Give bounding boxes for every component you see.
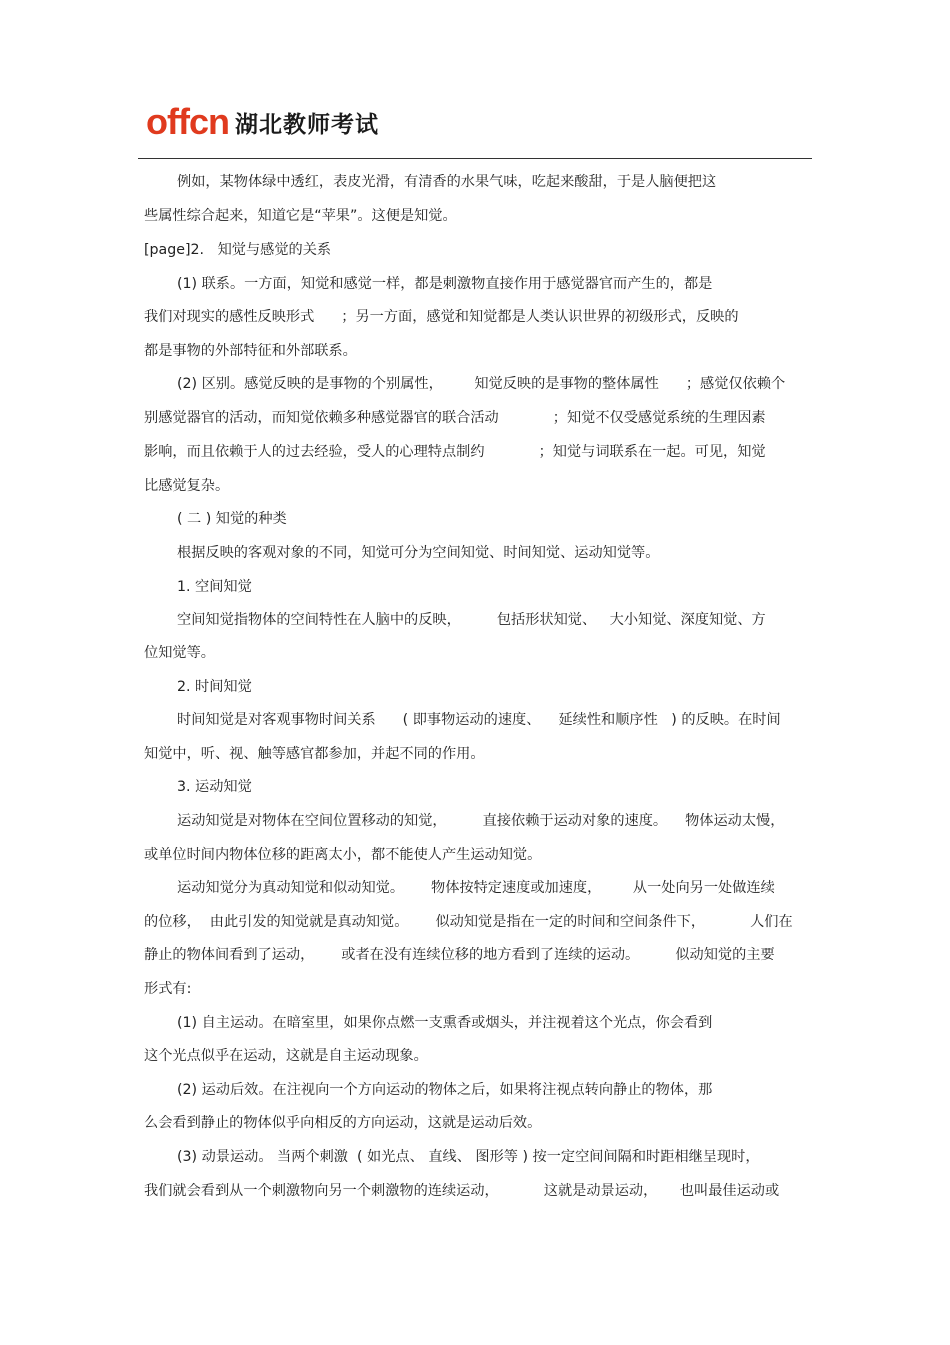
text-line: 我们对现实的感性反映形式 ；另一方面，感觉和知觉都是人类认识世界的初级形式，反映的 [144, 309, 739, 325]
text-line: 我们就会看到从一个刺激物向另一个刺激物的连续运动， 这就是动景运动， 也叫最佳运动或 [144, 1183, 780, 1199]
header-divider [138, 158, 812, 159]
text-line: 运动知觉是对物体在空间位置移动的知觉， 直接依赖于运动对象的速度。 物体运动太慢， [177, 813, 785, 829]
text-line: 1. 空间知觉 [177, 579, 252, 595]
text-line: 些属性综合起来，知道它是“苹果”。这便是知觉。 [144, 208, 457, 224]
page-header [146, 96, 379, 140]
text-line: ( 二 ) 知觉的种类 [177, 511, 287, 527]
text-line: 时间知觉是对客观事物时间关系 ( 即事物运动的速度、 延续性和顺序性 ) 的反映。在时间 [177, 712, 781, 728]
text-line: 知觉中，听、视、触等感官都参加，并起不同的作用。 [144, 746, 485, 762]
text-line: 都是事物的外部特征和外部联系。 [144, 343, 357, 359]
text-line: (2) 运动后效。在注视向一个方向运动的物体之后，如果将注视点转向静止的物体，那 [177, 1082, 713, 1098]
text-line: 运动知觉分为真动知觉和似动知觉。 物体按特定速度或加速度， 从一处向另一处做连续 [177, 880, 775, 896]
text-line: 这个光点似乎在运动，这就是自主运动现象。 [144, 1048, 428, 1064]
text-line: 别感觉器官的活动，而知觉依赖多种感觉器官的联合活动 ；知觉不仅受感觉系统的生理因素 [144, 410, 766, 426]
text-line: 空间知觉指物体的空间特性在人脑中的反映， 包括形状知觉、 大小知觉、深度知觉、方 [177, 612, 766, 628]
text-line: 2. 时间知觉 [177, 679, 252, 695]
text-line: 3. 运动知觉 [177, 779, 252, 795]
text-line: 例如，某物体绿中透红，表皮光滑，有清香的水果气味，吃起来酸甜，于是人脑便把这 [177, 174, 717, 190]
text-line: 形式有: [144, 981, 192, 997]
text-line: 比感觉复杂。 [144, 478, 230, 494]
text-line: 根据反映的客观对象的不同，知觉可分为空间知觉、时间知觉、运动知觉等。 [177, 545, 660, 561]
text-line: 静止的物体间看到了运动， 或者在没有连续位移的地方看到了连续的运动。 似动知觉的主要 [144, 947, 775, 963]
text-line: 位知觉等。 [144, 645, 215, 661]
offcn-logo: offcn [146, 101, 229, 142]
text-line: 的位移， 由此引发的知觉就是真动知觉。 似动知觉是指在一定的时间和空间条件下， 人们在 [144, 914, 793, 930]
text-line: [page]2. 知觉与感觉的关系 [144, 242, 332, 258]
text-line: (1) 自主运动。在暗室里，如果你点燃一支熏香或烟头，并注视着这个光点，你会看到 [177, 1015, 713, 1031]
text-line: 影响，而且依赖于人的过去经验，受人的心理特点制约 ；知觉与词联系在一起。可见，知觉 [144, 444, 766, 460]
text-line: (2) 区别。感觉反映的是事物的个别属性， 知觉反映的是事物的整体属性 ；感觉仅依赖个 [177, 376, 786, 392]
text-line: 么会看到静止的物体似乎向相反的方向运动，这就是运动后效。 [144, 1115, 542, 1131]
text-line: 或单位时间内物体位移的距离太小，都不能使人产生运动知觉。 [144, 847, 542, 863]
text-line: (3) 动景运动。 当两个刺激 ( 如光点、 直线、 图形等 ) 按一定空间间隔和时距相继呈现时， [177, 1149, 760, 1165]
logo-subtitle: 湖北教师考试 [234, 112, 379, 138]
text-line: (1) 联系。一方面，知觉和感觉一样，都是刺激物直接作用于感觉器官而产生的，都是 [177, 276, 713, 292]
